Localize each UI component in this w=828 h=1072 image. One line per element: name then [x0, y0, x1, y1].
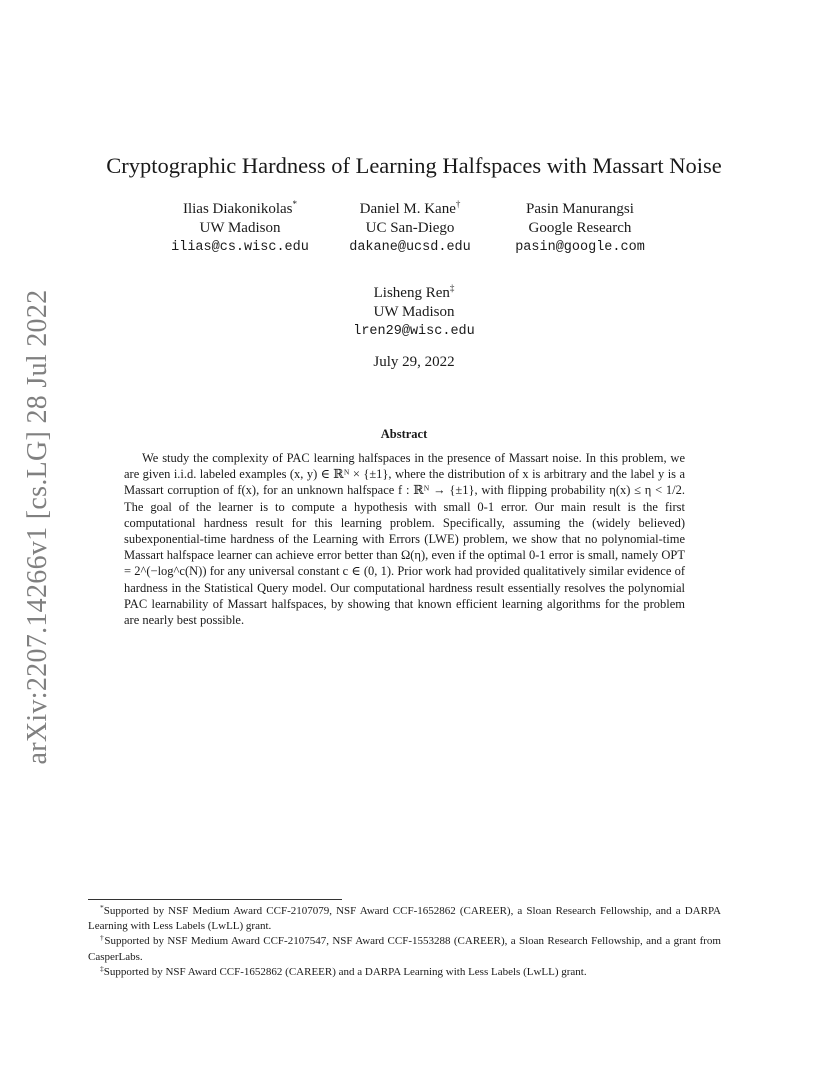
footnote	[88, 934, 721, 964]
author-affiliation: UW Madison	[373, 304, 455, 320]
paper-date: July 29, 2022	[373, 354, 455, 370]
author-email: ilias@cs.wisc.edu	[171, 240, 309, 255]
footnote-mark: †	[100, 933, 105, 943]
footnote-mark: †	[455, 199, 461, 209]
footnote-text: Supported by NSF Medium Award CCF-2107079, NSF Award CCF-1652862 (CAREER), a Sloan Research Fellowship, and a DARPA Learning with Less Labels (LwLL) grant.	[88, 905, 721, 933]
author-name: Lisheng Ren	[373, 285, 450, 301]
abstract-body	[124, 450, 685, 628]
author-email: dakane@ucsd.edu	[349, 240, 471, 255]
footnote-rule	[88, 899, 342, 900]
footnote-mark: *	[292, 199, 298, 209]
author-email: pasin@google.com	[515, 240, 645, 255]
abstract-text: We study the complexity of PAC learning halfspaces in the presence of Massart noise. In this problem, we are given i.i.d. labeled examples (x, y) ∈ ℝᴺ × {±1}, where the distribution of x is arbitrary and the label y is a Massart corruption of f(x), for an unknown halfspace f : ℝᴺ → {±1}, with flipping probability η(x) ≤ η < 1/2. The goal of the learner is to compute a hypothesis with small 0-1 error. Our main result is the first computational hardness result for this learning problem. Specifically, assuming the (widely believed) subexponential-time hardness of the Learning with Errors (LWE) problem, we show that no polynomial-time Massart halfspace learner can achieve error better than Ω(η), even if the optimal 0-1 error is small, namely OPT = 2^(−log^c(N)) for any universal constant c ∈ (0, 1). Prior work had provided qualitatively similar evidence of hardness in the Statistical Query model. Our computational hardness result essentially resolves the polynomial PAC learnability of Massart halfspaces, by showing that known efficient learning algorithms for the problem are nearly best possible.	[124, 451, 685, 628]
paper-title: Cryptographic Hardness of Learning Halfspaces with Massart Noise	[106, 153, 722, 178]
author-block	[150, 200, 330, 257]
author-affiliation: Google Research	[528, 220, 632, 236]
footnote-mark: *	[100, 903, 104, 912]
footnote	[88, 904, 721, 934]
author-name: Ilias Diakonikolas	[182, 201, 293, 217]
author-affiliation: UC San-Diego	[365, 220, 455, 236]
footnote-mark: ‡	[449, 283, 455, 293]
footnote-text: Supported by NSF Award CCF-1652862 (CAREER) and a DARPA Learning with Less Labels (LwLL) grant.	[103, 965, 587, 978]
author-block	[324, 284, 504, 341]
footnotes	[88, 904, 721, 980]
footnote-text: Supported by NSF Medium Award CCF-2107547, NSF Award CCF-1553288 (CAREER), a Sloan Research Fellowship, and a grant from CasperLabs.	[88, 935, 721, 963]
author-block	[330, 200, 490, 257]
footnote-mark: ‡	[100, 963, 104, 973]
author-block	[495, 200, 665, 257]
abstract-heading: Abstract	[380, 427, 428, 441]
author-name: Pasin Manurangsi	[526, 201, 634, 217]
footnote	[88, 965, 721, 980]
arxiv-stamp: arXiv:2207.14266v1 [cs.LG] 28 Jul 2022	[22, 289, 53, 765]
author-name: Daniel M. Kane	[359, 201, 456, 217]
author-email: lren29@wisc.edu	[353, 324, 475, 339]
author-affiliation: UW Madison	[199, 220, 281, 236]
